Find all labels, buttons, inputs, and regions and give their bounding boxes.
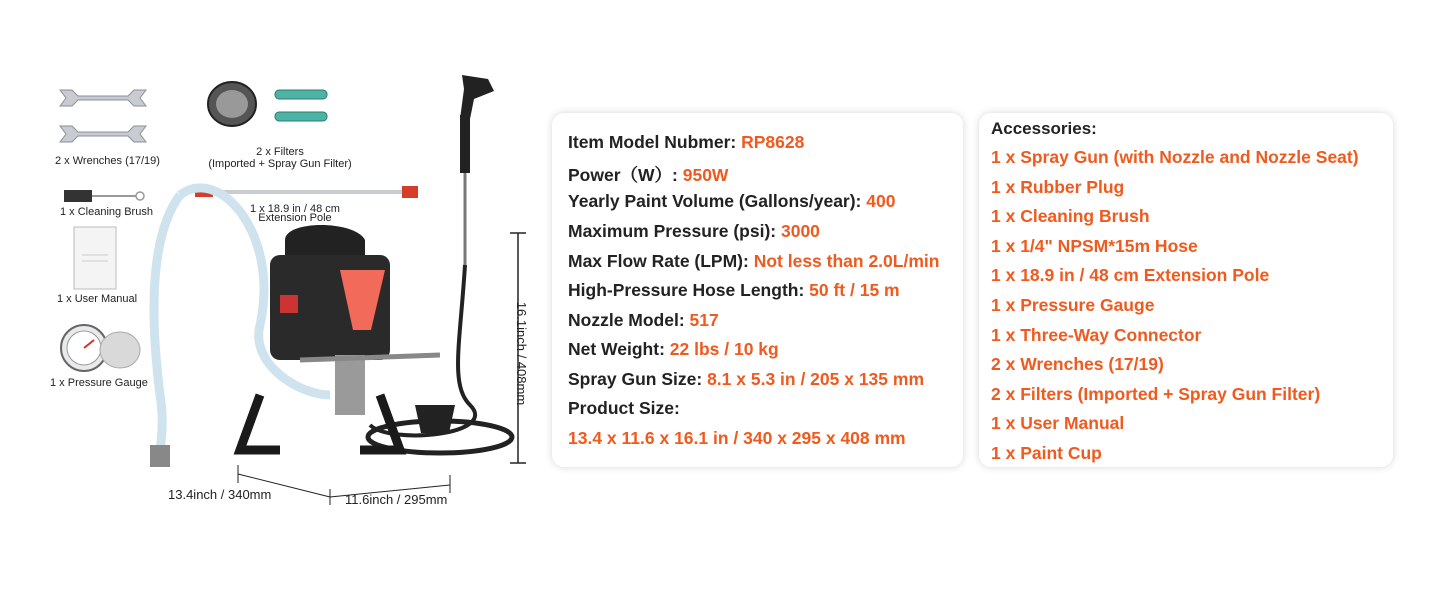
filters-caption-line2: (Imported + Spray Gun Filter) [208, 158, 352, 170]
wrenches-caption: 2 x Wrenches (17/19) [55, 155, 160, 167]
spec-weight: Net Weight: 22 lbs / 10 kg [568, 339, 779, 359]
accessory-item: 1 x 18.9 in / 48 cm Extension Pole [991, 265, 1270, 285]
paint-sprayer-illustration [140, 65, 540, 505]
accessory-item: 1 x 1/4" NPSM*15m Hose [991, 236, 1198, 256]
spec-max-pressure: Maximum Pressure (psi): 3000 [568, 221, 820, 241]
accessories-card [979, 113, 1393, 467]
accessory-item: 1 x Rubber Plug [991, 177, 1125, 197]
spec-model: Item Model Nubmer: RP8628 [568, 132, 805, 152]
accessories-title: Accessories: [991, 119, 1097, 138]
gauge-caption: 1 x Pressure Gauge [50, 377, 148, 389]
pole-caption-line2: Extension Pole [258, 212, 332, 224]
accessory-item: 2 x Filters (Imported + Spray Gun Filter) [991, 384, 1321, 404]
accessory-item: 1 x Paint Cup [991, 443, 1102, 463]
spec-card [552, 113, 963, 467]
pole-caption-line1: 1 x 18.9 in / 48 cm [250, 203, 340, 215]
spec-product-size-value: 13.4 x 11.6 x 16.1 in / 340 x 295 x 408 mm [568, 428, 906, 448]
accessory-item: 1 x User Manual [991, 413, 1125, 433]
accessory-item: 1 x Three-Way Connector [991, 325, 1202, 345]
height-dimension-label: 16.1inch / 408mm [514, 301, 530, 406]
accessory-item: 1 x Spray Gun (with Nozzle and Nozzle Seat) [991, 147, 1359, 167]
spec-yearly-volume: Yearly Paint Volume (Gallons/year): 400 [568, 191, 896, 211]
filters-caption-line1: 2 x Filters [256, 146, 304, 158]
inlet-filter-icon [150, 445, 170, 467]
spec-nozzle: Nozzle Model: 517 [568, 310, 719, 330]
brush-caption: 1 x Cleaning Brush [60, 206, 153, 218]
cleaning-brush-icon [60, 186, 150, 206]
spec-power: Power（W）: 950W [568, 165, 729, 185]
spec-gun-size: Spray Gun Size: 8.1 x 5.3 in / 205 x 135 mm [568, 369, 925, 389]
depth-dimension-label: 13.4inch / 340mm [168, 487, 272, 502]
width-dimension-label: 11.6inch / 295mm [345, 492, 448, 507]
user-manual-icon [72, 225, 120, 293]
accessory-item: 1 x Pressure Gauge [991, 295, 1155, 315]
accessory-item: 1 x Cleaning Brush [991, 206, 1150, 226]
spec-hose-length: High-Pressure Hose Length: 50 ft / 15 m [568, 280, 900, 300]
spec-flow-rate: Max Flow Rate (LPM): Not less than 2.0L/min [568, 251, 940, 271]
accessory-item: 2 x Wrenches (17/19) [991, 354, 1164, 374]
manual-caption: 1 x User Manual [57, 293, 138, 305]
spec-product-size-label: Product Size: [568, 398, 680, 418]
pressure-gauge-icon [60, 322, 142, 374]
